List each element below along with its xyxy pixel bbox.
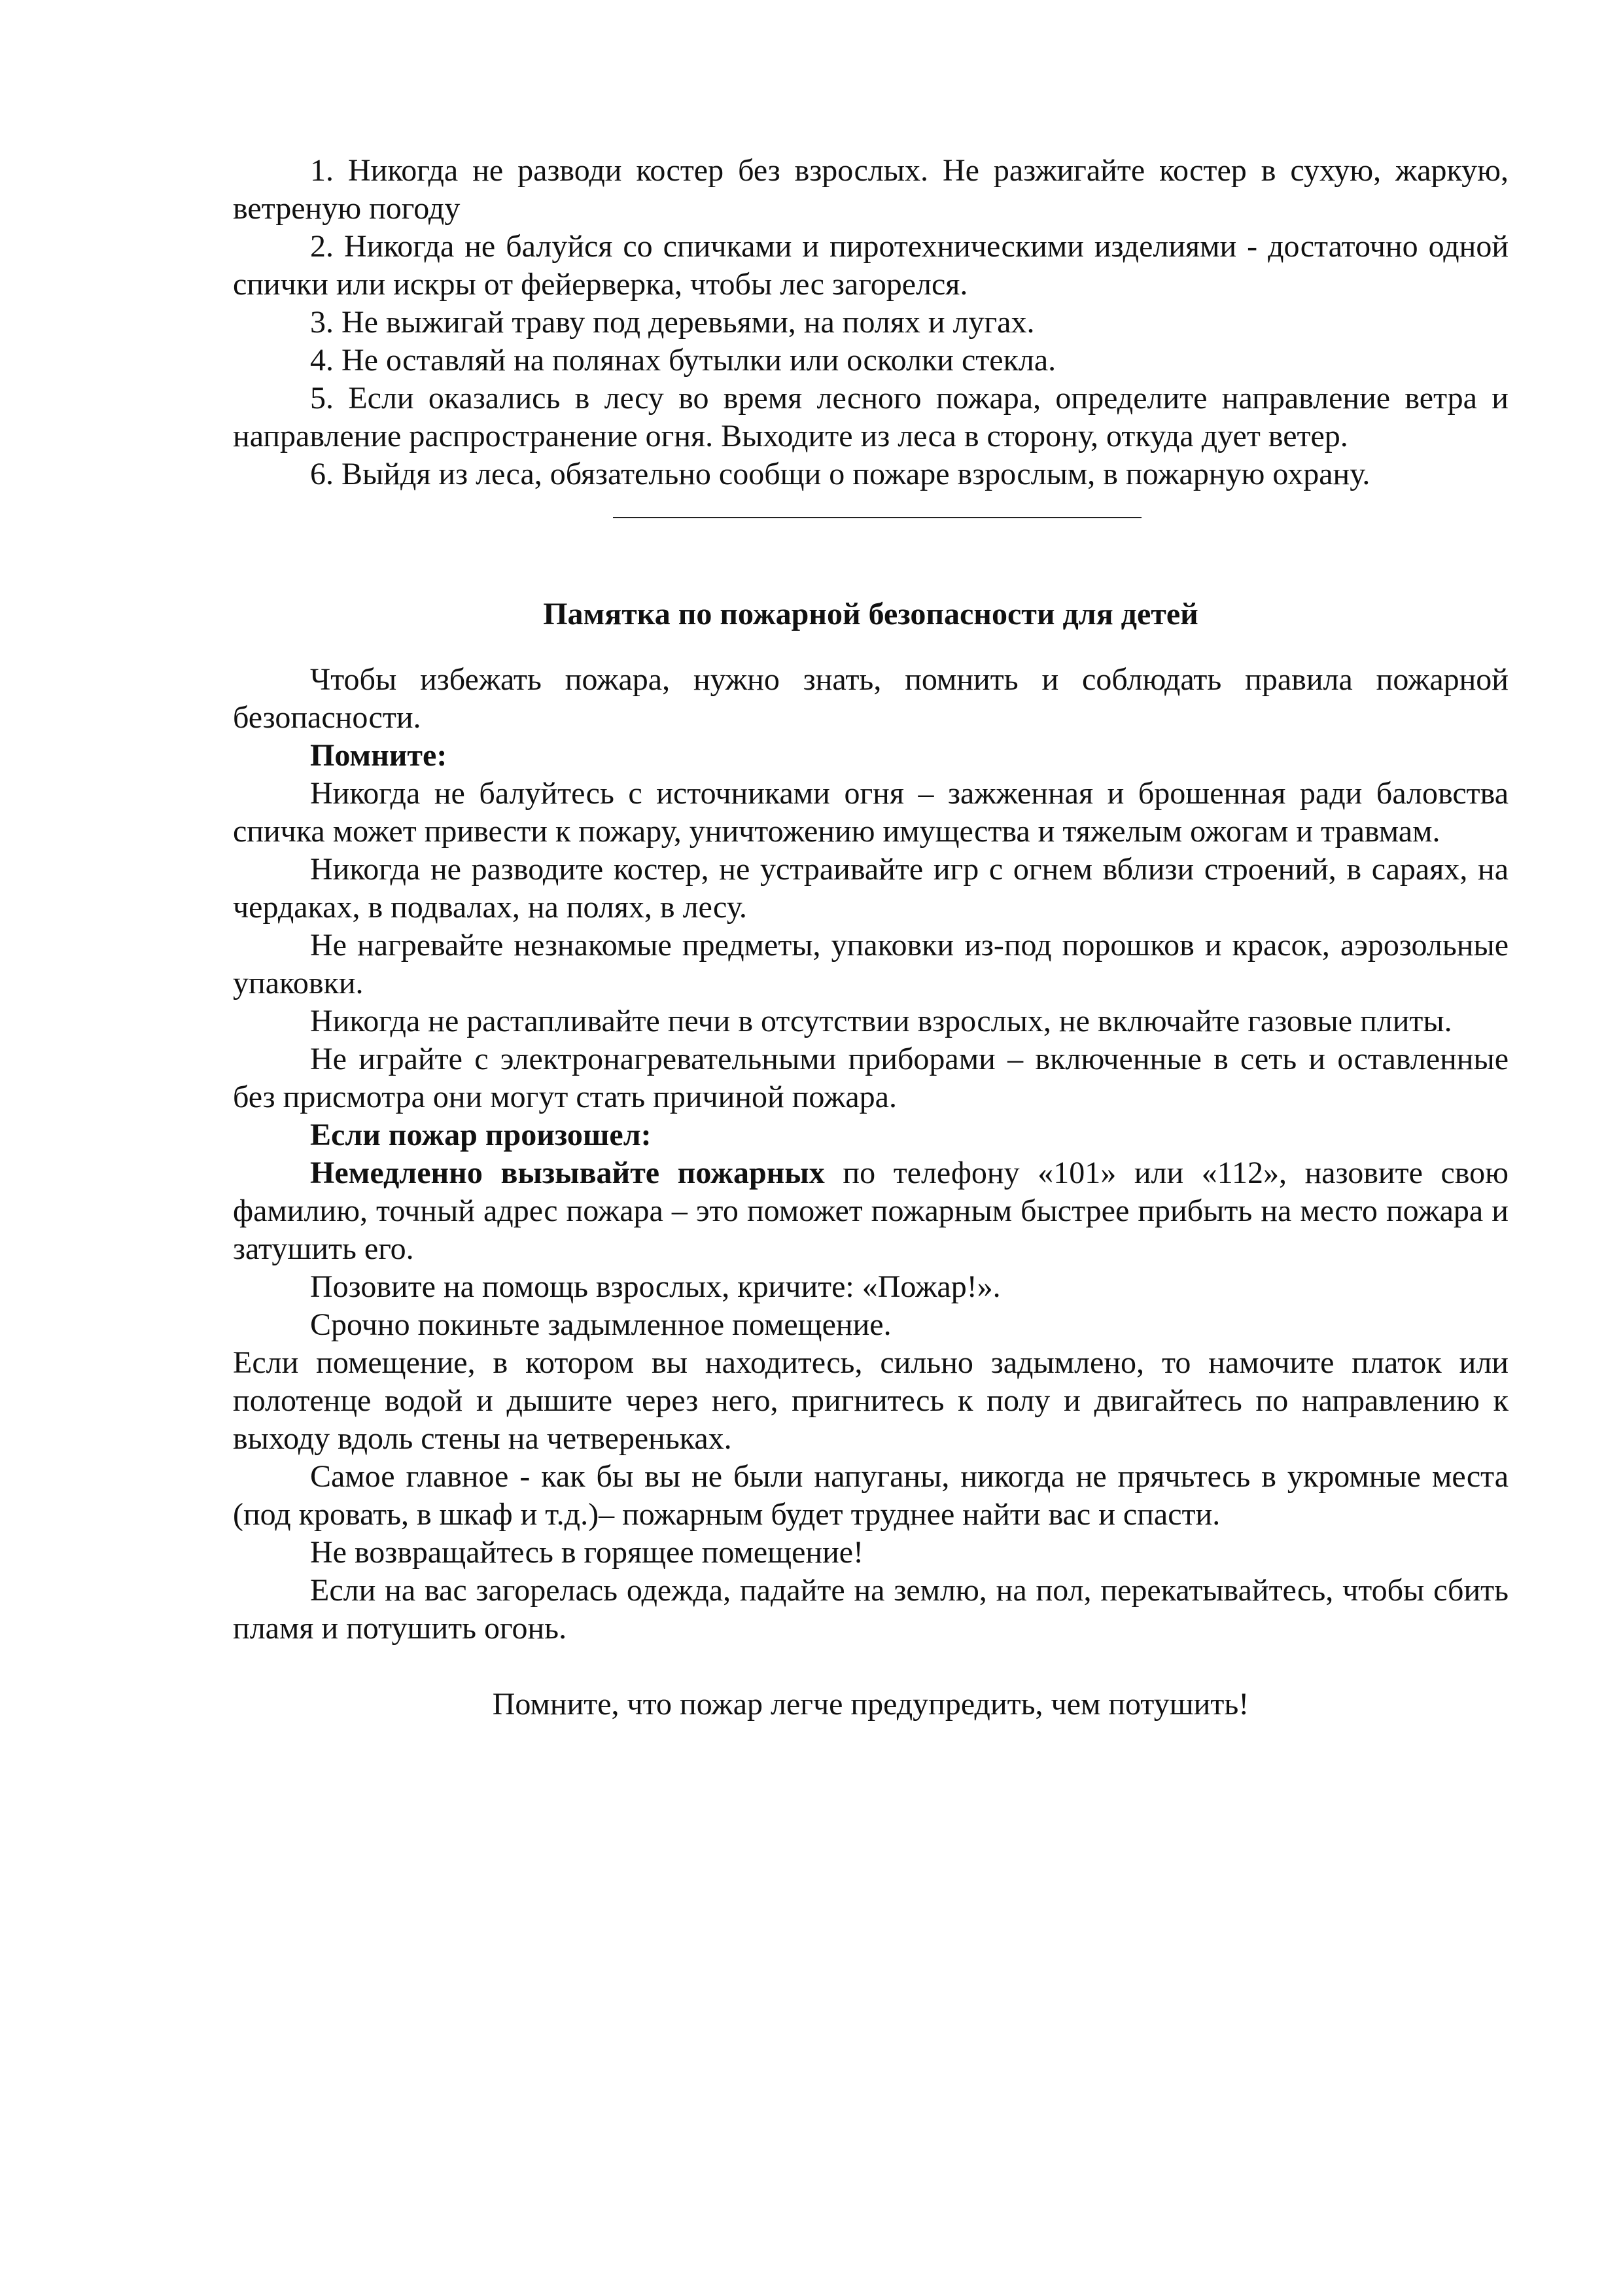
rule-item-4: 4. Не оставляй на полянах бутылки или осколки стекла. <box>310 343 1056 378</box>
remember-heading: Помните: <box>310 738 447 773</box>
call-firefighters-text: по телефону «101» или «112», назовите свою фамилию, точный адрес пожара – это поможет пожарным быстрее прибыть на место пожара и затушить его. <box>233 1156 1509 1266</box>
dont-return-paragraph: Не возвращайтесь в горящее помещение! <box>310 1535 864 1570</box>
remember-item-3: Не нагревайте незнакомые предметы, упаковки из-под порошков и красок, аэрозольные упаковки. <box>233 928 1509 1000</box>
memo-title: Памятка по пожарной безопасности для детей <box>543 597 1198 631</box>
forest-rules-list <box>233 152 1509 493</box>
rule-item-6: 6. Выйдя из леса, обязательно сообщи о пожаре взрослым, в пожарную охрану. <box>310 457 1370 491</box>
smoke-advice-paragraph: Если помещение, в котором вы находитесь, сильно задымлено, то намочите платок или полотенце водой и дышите через него, пригнитесь к полу и двигайтесь по направлению к выходу вдоль стены на четвереньках. <box>233 1345 1509 1456</box>
rule-item-5: 5. Если оказались в лесу во время лесного пожара, определите направление ветра и направление распространение огня. Выходите из леса в сторону, откуда дует ветер. <box>233 381 1509 453</box>
leave-room-paragraph: Срочно покиньте задымленное помещение. <box>310 1307 892 1342</box>
closing-line: Помните, что пожар легче предупредить, чем потушить! <box>492 1687 1249 1722</box>
rule-item-3: 3. Не выжигай траву под деревьями, на полях и лугах. <box>310 305 1035 340</box>
rule-item-1: 1. Никогда не разводи костер без взрослых. Не разжигайте костер в сухую, жаркую, ветреную погоду <box>233 153 1509 226</box>
remember-item-1: Никогда не балуйтесь с источниками огня – зажженная и брошенная ради баловства спичка может привести к пожару, уничтожению имущества и тяжелым ожогам и травмам. <box>233 776 1509 849</box>
memo-body <box>233 661 1509 1648</box>
rule-item-2: 2. Никогда не балуйся со спичками и пиротехническими изделиями - достаточно одной спички или искры от фейерверка, чтобы лес загорелся. <box>233 229 1509 302</box>
remember-item-4: Никогда не растапливайте печи в отсутствии взрослых, не включайте газовые плиты. <box>310 1004 1452 1038</box>
fire-heading: Если пожар произошел: <box>310 1118 652 1152</box>
dont-hide-paragraph: Самое главное - как бы вы не были напуганы, никогда не прячьтесь в укромные места (под кровать, в шкаф и т.д.)– пожарным будет труднее найти вас и спасти. <box>233 1459 1509 1532</box>
call-firefighters-paragraph <box>233 1154 1509 1268</box>
remember-item-2: Никогда не разводите костер, не устраивайте игр с огнем вблизи строений, в сараях, на чердаках, в подвалах, на полях, в лесу. <box>233 852 1509 925</box>
call-adults-paragraph: Позовите на помощь взрослых, кричите: «Пожар!». <box>310 1269 1001 1304</box>
memo-intro: Чтобы избежать пожара, нужно знать, помнить и соблюдать правила пожарной безопасности. <box>233 662 1509 735</box>
call-firefighters-bold: Немедленно вызывайте пожарных <box>310 1156 825 1190</box>
remember-item-5: Не играйте с электронагревательными приборами – включенные в сеть и оставленные без присмотра они могут стать причиной пожара. <box>233 1042 1509 1114</box>
clothes-fire-paragraph: Если на вас загорелась одежда, падайте на землю, на пол, перекатывайтесь, чтобы сбить пламя и потушить огонь. <box>233 1573 1509 1646</box>
document-page <box>233 152 1509 1723</box>
section-divider <box>613 517 1142 518</box>
